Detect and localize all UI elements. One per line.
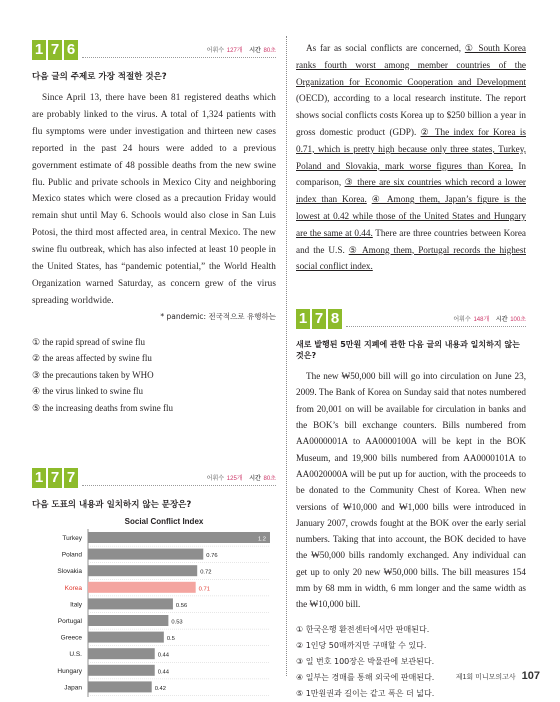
q177-time-value: 80초 bbox=[263, 476, 276, 483]
q177-sentence-5[interactable]: ⑤ Among them, Portugal records the highest social conflict index. bbox=[296, 244, 526, 272]
footer-label: 제1회 미니모의고사 bbox=[455, 674, 516, 681]
q176-option-4[interactable]: ④ the virus linked to swine flu bbox=[32, 386, 144, 397]
q177-header bbox=[32, 468, 276, 490]
q177-digit-1: 1 bbox=[32, 468, 46, 488]
bar-italy bbox=[88, 599, 173, 610]
q178-options bbox=[296, 622, 526, 702]
q176-time-label: 시간 bbox=[249, 48, 261, 54]
q177-words-label: 어휘수 bbox=[206, 476, 225, 483]
q178-header bbox=[296, 309, 526, 331]
value-label-slovakia: 0.72 bbox=[200, 569, 212, 576]
bar-turkey bbox=[88, 532, 270, 543]
q177-passage-text-3: In comparison, bbox=[296, 160, 526, 188]
bar-portugal bbox=[88, 615, 168, 626]
q177-meta bbox=[207, 473, 276, 482]
category-label-korea: Korea bbox=[64, 585, 82, 593]
value-label-portugal: 0.53 bbox=[171, 619, 183, 626]
category-label-japan: Japan bbox=[64, 684, 82, 692]
q178-rule bbox=[346, 326, 526, 327]
q178-option-1[interactable]: ① 한국은행 환전센터에서만 판매된다. bbox=[296, 624, 430, 634]
q178-digit-1: 1 bbox=[296, 309, 310, 329]
q176-option-5[interactable]: ⑤ the increasing deaths from swine flu bbox=[32, 402, 174, 413]
left-column bbox=[32, 40, 276, 702]
value-label-turkey: 1.2 bbox=[257, 536, 266, 543]
q176-passage: Since April 13, there have been 81 registered deaths which are probably linked to the virus. A total of 1,324 patients with flu symptoms were under investigation and thirteen new cases reported in the past 24 hours were added to a previous government estimate of 48 possible deaths from the new swine flu. Public and private schools in Mexico City and neighboring Mexico states which were closed as a precaution Friday would remain shut until May 6. Schools would also close in San Luis Potosi, the third most affected area, in central Mexico. The new swine flu outbreak, which has also infected at least 10 people in the United States, has “pandemic potential,” the World Health Organization warned Saturday, as concern grew of the virus spreading worldwide. bbox=[32, 92, 276, 305]
bar-japan bbox=[88, 682, 152, 693]
value-label-greece: 0.5 bbox=[166, 636, 175, 643]
chart-title: Social Conflict Index bbox=[124, 517, 204, 527]
q177-sentence-1[interactable]: ① South Korea ranks fourth worst among member countries of the Organization for Economic Cooperation and Development bbox=[296, 43, 527, 87]
category-label-portugal: Portugal bbox=[57, 618, 82, 626]
column-divider bbox=[286, 36, 287, 676]
value-label-italy: 0.56 bbox=[175, 603, 188, 610]
q176-rule bbox=[82, 57, 276, 58]
q178-meta bbox=[453, 314, 526, 323]
q176-options bbox=[32, 334, 276, 417]
q178-question: 새로 발행된 5만원 지폐에 관한 다음 글의 내용과 일치하지 않는 것은? bbox=[296, 340, 520, 361]
q178-words-value: 148개 bbox=[473, 317, 490, 324]
q176-option-3[interactable]: ③ the precautions taken by WHO bbox=[32, 369, 154, 380]
q176-gloss: * pandemic: 전국적으로 유행하는 bbox=[160, 311, 276, 321]
page-number: 107 bbox=[521, 670, 540, 682]
right-column bbox=[296, 40, 526, 702]
value-label-us: 0.44 bbox=[157, 652, 170, 659]
q176-option-1[interactable]: ① the rapid spread of swine flu bbox=[32, 336, 146, 347]
q177-question: 다음 도표의 내용과 일치하지 않는 문장은? bbox=[32, 500, 192, 511]
social-conflict-bar-chart bbox=[32, 529, 276, 697]
category-label-poland: Poland bbox=[61, 551, 82, 559]
value-label-japan: 0.42 bbox=[154, 686, 166, 693]
q178-passage: The new ₩50,000 bill will go into circulation on June 23, 2009. The Bank of Korea on Sunday said that notes numbered from 20,001 on will be available for circulation in banks and the BOK’s bill exchange counters. Bills numbered from AA0000001A to AA0000100A will be kept in the BOK Museum, and 19,900 bills numbered from AA0000101A to AA0020000A will be put up for auction, with the proceeds to be donated to the Community Chest of Korea. When new versions of ₩10,000 and ₩1,000 bills were introduced in January 2007, crowds fought at the BOK over the early serial numbers. Taking that into account, the BOK decided to have the ₩50,000 bills randomly exchanged. Any individual can get up to only 20 new ₩50,000 bills. The bill measures 154 mm by 68 mm in width, 6 mm longer and the same width as the ₩10,000 bill. bbox=[296, 371, 526, 610]
q176-digit-3: 6 bbox=[64, 40, 78, 60]
q177-rule bbox=[82, 485, 276, 486]
bar-slovakia bbox=[88, 565, 197, 576]
bar-korea bbox=[88, 582, 196, 593]
q178-digit-3: 8 bbox=[328, 309, 342, 329]
q177-words-value: 125개 bbox=[226, 476, 243, 483]
q178-option-2[interactable]: ② 1인당 50매까지만 구매할 수 있다. bbox=[296, 640, 427, 650]
q178-time-label: 시간 bbox=[495, 317, 508, 324]
q177-digit-3: 7 bbox=[64, 468, 78, 488]
q176-digit-2: 7 bbox=[48, 40, 62, 60]
bar-poland bbox=[88, 549, 203, 560]
bar-us bbox=[88, 648, 155, 659]
q176-option-2[interactable]: ② the areas affected by swine flu bbox=[32, 353, 152, 364]
bar-hungary bbox=[88, 665, 155, 676]
q177-sentence-2[interactable]: ② The index for Korea is 0.71, which is pretty high because only three states, Turkey, Poland and Slovakia, mark worse figures than Korea. bbox=[296, 126, 526, 171]
q176-digit-1: 1 bbox=[32, 40, 46, 60]
q178-option-5[interactable]: ⑤ 1만원권과 길이는 같고 폭은 더 넓다. bbox=[296, 688, 435, 698]
category-label-italy: Italy bbox=[70, 601, 82, 609]
category-label-greece: Greece bbox=[60, 634, 82, 642]
q178-digit-2: 7 bbox=[312, 309, 326, 329]
page-footer bbox=[456, 670, 540, 682]
q177-digit-2: 7 bbox=[48, 468, 62, 488]
q178-time-value: 100초 bbox=[510, 317, 526, 324]
value-label-poland: 0.76 bbox=[206, 553, 218, 560]
q176-words-label: 어휘수 bbox=[206, 48, 225, 54]
category-label-slovakia: Slovakia bbox=[57, 568, 82, 576]
q178-words-label: 어휘수 bbox=[453, 317, 471, 324]
q177-passage bbox=[296, 40, 526, 275]
q177-passage-intro: As far as social conflicts are concerned, bbox=[306, 43, 465, 53]
q176-words-value: 127개 bbox=[226, 48, 243, 54]
q176-header bbox=[32, 40, 276, 62]
q176-meta bbox=[207, 45, 276, 54]
q178-option-3[interactable]: ③ 일 번호 100장은 박물관에 보관된다. bbox=[296, 656, 435, 666]
category-label-us: U.S. bbox=[69, 651, 82, 659]
q176-time-value: 80초 bbox=[263, 48, 276, 54]
bar-greece bbox=[88, 632, 164, 643]
q178-option-4[interactable]: ④ 일부는 경매를 통해 외국에 판매된다. bbox=[296, 672, 435, 682]
q177-passage-text-2: (OECD), according to a local research institute. The report shows social conflicts costs Korea up to $250 billion a year in gross domestic product (GDP). bbox=[296, 93, 526, 137]
category-label-hungary: Hungary bbox=[57, 668, 82, 676]
value-label-hungary: 0.44 bbox=[157, 669, 170, 676]
category-label-turkey: Turkey bbox=[62, 535, 82, 543]
q177-time-label: 시간 bbox=[249, 476, 261, 483]
q177-passage-text-5: There are three countries between Korea and the U.S. bbox=[296, 227, 527, 255]
q176-question: 다음 글의 주제로 가장 적절한 것은? bbox=[32, 72, 167, 82]
q177-sentence-4[interactable]: ④ Among them, Japan’s figure is the lowest at 0.42 while those of the United States and Hungary are the same at 0.44. bbox=[296, 194, 526, 238]
q177-sentence-3[interactable]: ③ there are six countries which record a lower index than Korea. bbox=[296, 177, 526, 205]
value-label-korea: 0.71 bbox=[198, 586, 210, 593]
